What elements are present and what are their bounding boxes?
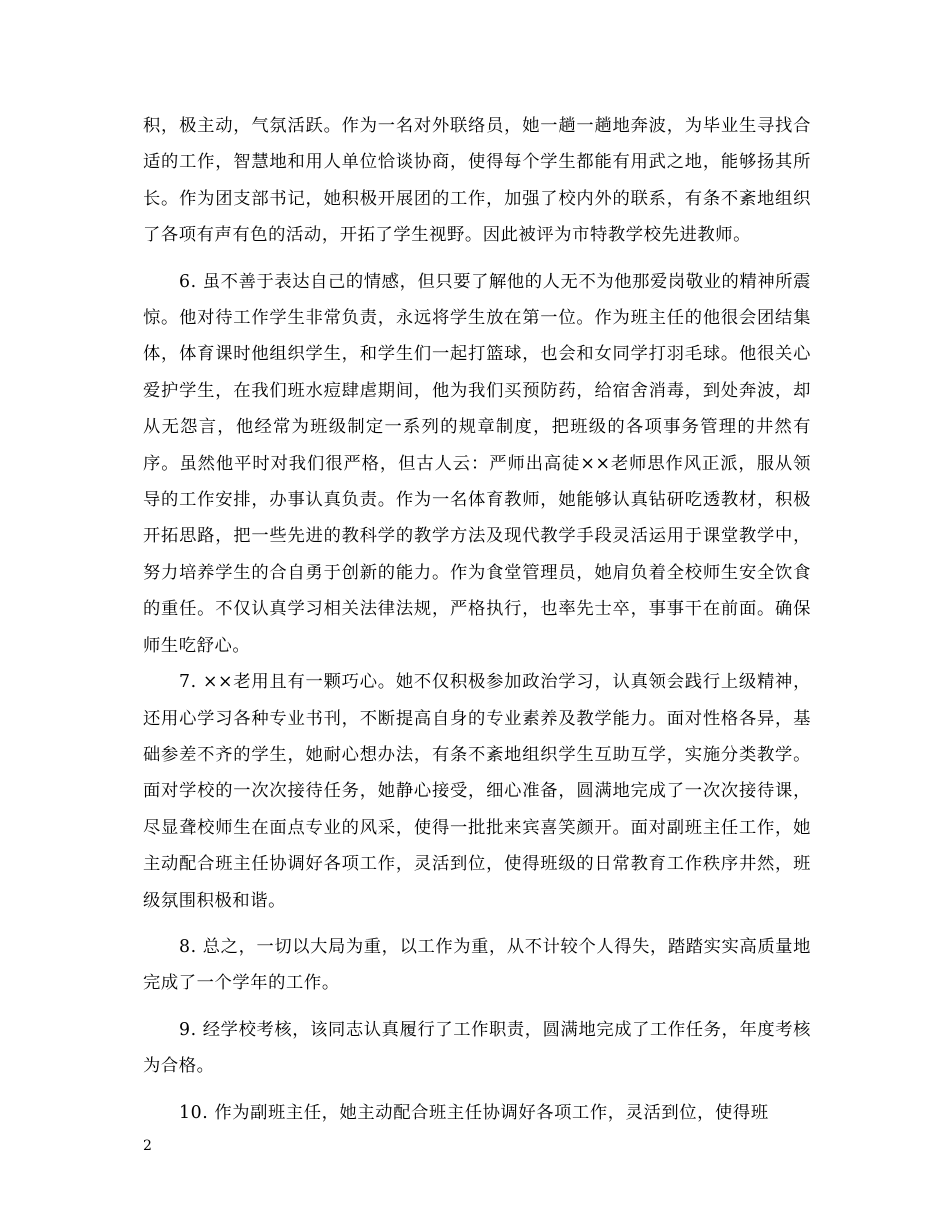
paragraph-item-7: 7. ××老用且有一颗巧心。她不仅积极参加政治学习，认真领会践行上级精神，还用心学习各种专业书刊，不断提高自身的专业素养及教学能力。面对性格各异，基础参差不齐的学生，她耐心想办法，有条不紊地组织学生互助互学，实施分类教学。面对学校的一次次接待任务，她静心接受，细心准备，圆满地完成了一次次接待课，尽显聋校师生在面点专业的风采，使得一批批来宾喜笑颜开。面对副班主任工作，她主动配合班主任协调好各项工作，灵活到位，使得班级的日常教育工作秩序井然，班级氛围积极和谐。 [143,672,811,911]
paragraph-item-9: 9. 经学校考核，该同志认真履行了工作职责，圆满地完成了工作任务，年度考核为合格。 [143,1019,811,1077]
document-body [143,108,811,1131]
paragraph-continuation: 积，极主动，气氛活跃。作为一名对外联络员，她一趟一趟地奔波，为毕业生寻找合适的工作，智慧地和用人单位恰谈协商，使得每个学生都能有用武之地，能够扬其所长。作为团支部书记，她积极开展团的工作，加强了校内外的联系，有条不紊地组织了各项有声有色的活动，开拓了学生视野。因此被评为市特教学校先进教师。 [143,116,811,246]
paragraph-item-8: 8. 总之，一切以大局为重，以工作为重，从不计较个人得失，踏踏实实高质量地完成了一个学年的工作。 [143,936,811,994]
paragraph-item-6: 6. 虽不善于表达自己的情感，但只要了解他的人无不为他那爱岗敬业的精神所震惊。他对待工作学生非常负责，永远将学生放在第一位。作为班主任的他很会团结集体，体育课时他组织学生，和学生们一起打篮球，也会和女同学打羽毛球。他很关心爱护学生，在我们班水痘肆虐期间，他为我们买预防药，给宿舍消毒，到处奔波，却从无怨言，他经常为班级制定一系列的规章制度，把班级的各项事务管理的井然有序。虽然他平时对我们很严格，但古人云：严师出高徒××老师思作风正派，服从领导的工作安排，办事认真负责。作为一名体育教师，她能够认真钻研吃透教材，积极开拓思路，把一些先进的教科学的教学方法及现代教学手段灵活运用于课堂教学中，努力培养学生的合自勇于创新的能力。作为食堂管理员，她肩负着全校师生安全饮食的重任。不仅认真学习相关法律法规，严格执行，也率先士卒，事事干在前面。确保师生吃舒心。 [143,271,811,656]
paragraph-item-10: 10. 作为副班主任，她主动配合班主任协调好各项工作，灵活到位，使得班 [179,1102,769,1123]
page-number: 2 [143,1138,152,1154]
